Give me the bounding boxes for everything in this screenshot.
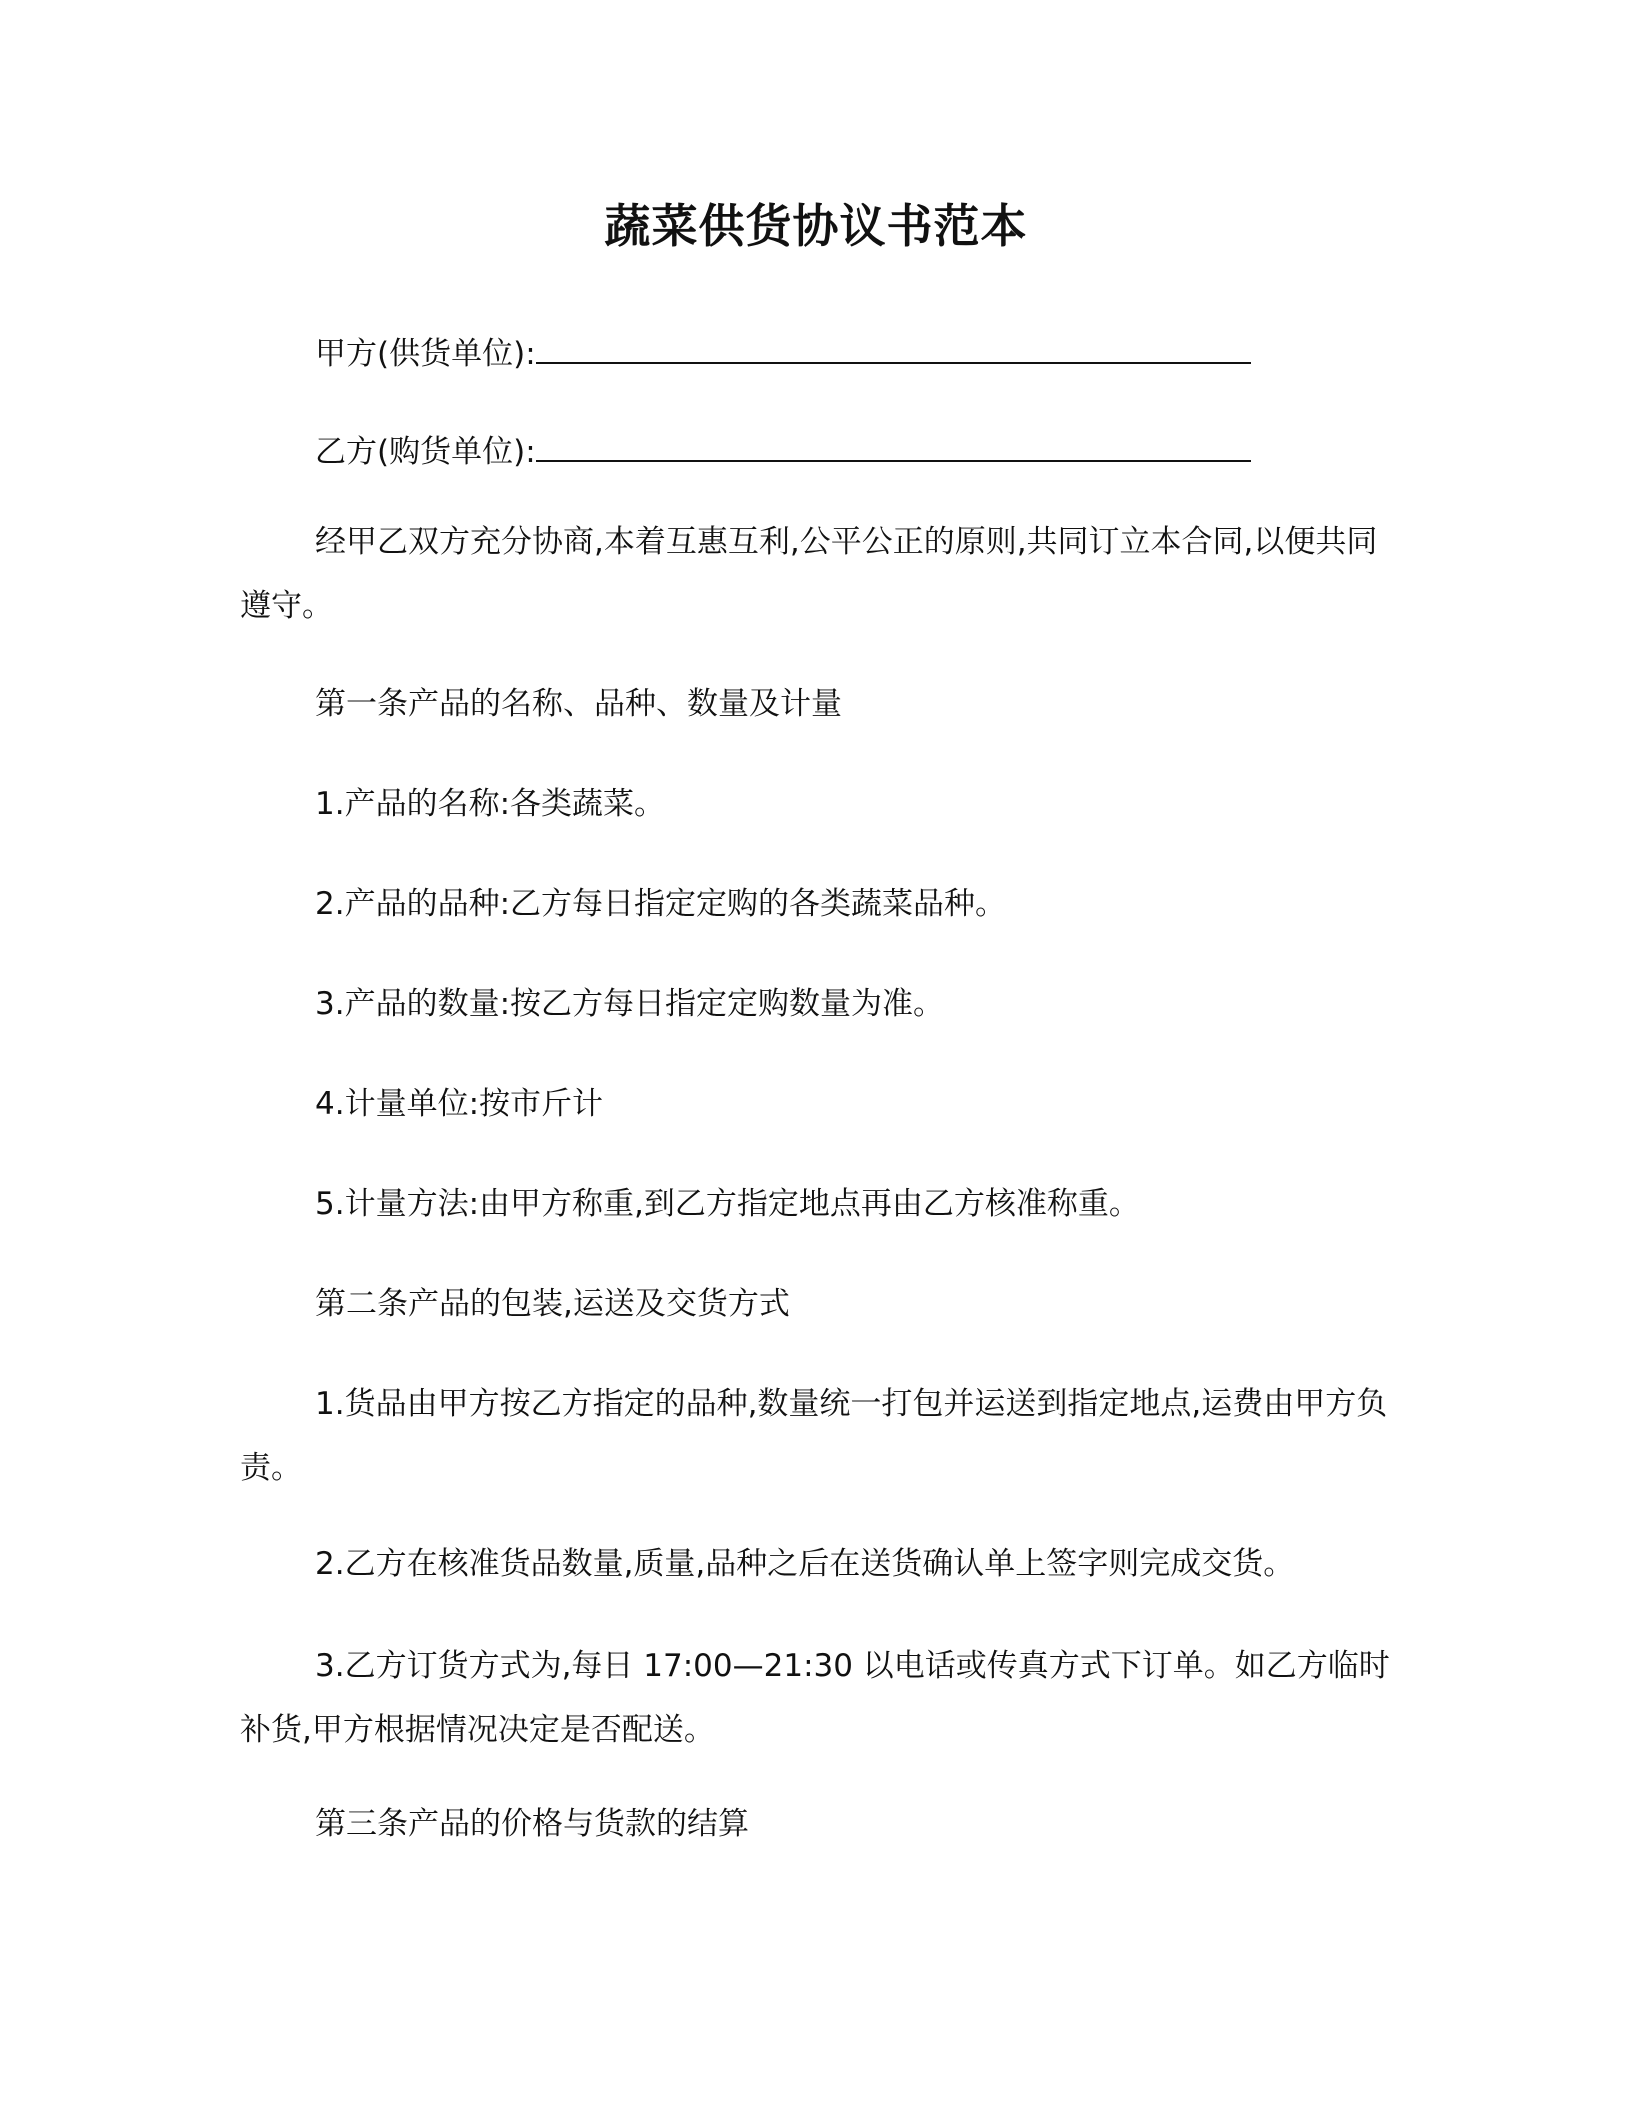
article1-item: 4.计量单位:按市斤计 — [315, 1086, 604, 1122]
party-a-label: 甲方(供货单位): — [315, 336, 536, 372]
article3-heading: 第三条产品的价格与货款的结算 — [315, 1806, 749, 1842]
party-b-label: 乙方(购货单位): — [315, 434, 536, 470]
party-a-row — [315, 322, 1251, 386]
article1-item: 2.产品的品种:乙方每日指定定购的各类蔬菜品种。 — [315, 886, 1007, 922]
article1-item: 1.产品的名称:各类蔬菜。 — [315, 786, 666, 822]
party-b-row — [315, 420, 1251, 484]
article1-item: 5.计量方法:由甲方称重,到乙方指定地点再由乙方核准称重。 — [315, 1186, 1140, 1222]
article1-item: 3.产品的数量:按乙方每日指定定购数量为准。 — [315, 986, 945, 1022]
party-a-blank-line[interactable] — [536, 336, 1251, 364]
article2-item: 3.乙方订货方式为,每日 17:00—21:30 以电话或传真方式下订单。如乙方临时补货,甲方根据情况决定是否配送。 — [240, 1648, 1390, 1748]
article1-heading: 第一条产品的名称、品种、数量及计量 — [315, 686, 842, 722]
party-b-blank-line[interactable] — [536, 434, 1251, 462]
intro-paragraph: 经甲乙双方充分协商,本着互惠互利,公平公正的原则,共同订立本合同,以便共同遵守。 — [240, 524, 1378, 624]
article2-heading: 第二条产品的包装,运送及交货方式 — [315, 1286, 790, 1322]
document-title: 蔬菜供货协议书范本 — [604, 199, 1028, 253]
article2-item: 1.货品由甲方按乙方指定的品种,数量统一打包并运送到指定地点,运费由甲方负责。 — [240, 1386, 1388, 1486]
article2-item: 2.乙方在核准货品数量,质量,品种之后在送货确认单上签字则完成交货。 — [315, 1546, 1295, 1582]
